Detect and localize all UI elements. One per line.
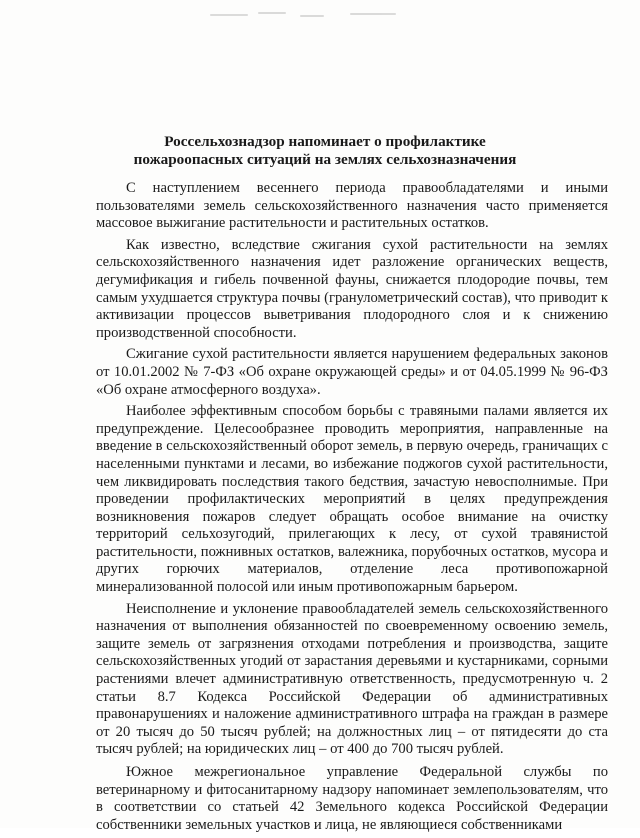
document-title: Россельхознадзор напоминает о профилактике пожароопасных ситуаций на землях сельхозназначения <box>133 133 517 168</box>
paragraph-6: Южное межрегиональное управление Федеральной службы по ветеринарному и фитосанитарному надзору напоминает землепользователям, что в соответствии со статьей 42 Земельного кодекса Российской Федерации собственники земельных участков и лица, не являющиеся собственниками <box>96 764 608 833</box>
paragraph-2: Как известно, вследствие сжигания сухой растительности на землях сельскохозяйственного назначения идет разложение органических веществ, дегумификация и гибель почвенной фауны, снижается плодородие почвы, тем самым ухудшается структура почвы (гранулометрический состав), что приводит к активизации процессов выветривания плодородного слоя и к снижению производственной способности. <box>96 236 609 341</box>
paragraph-1: С наступлением весеннего периода правообладателями и иными пользователями земель сельскохозяйственного назначения часто применяется массовое выжигание растительности и растительных остатков. <box>96 180 608 232</box>
paragraph-3: Сжигание сухой растительности является нарушением федеральных законов от 10.01.2002 № 7-ФЗ «Об охране окружающей среды» и от 04.05.1999 № 96-ФЗ «Об охране атмосферного воздуха». <box>96 346 608 398</box>
paragraph-4: Наиболее эффективным способом борьбы с травяными палами является их предупреждение. Целесообразнее проводить мероприятия, направленные на введение в сельскохозяйственный оборот земель, в первую очередь, граничащих с населенными пунктами и лесами, во избежание поджогов сухой растительности, чем ликвидировать последствия такого бедствия, зачастую невосполнимые. При проведении профилактических мероприятий в целях предупреждения возникновения пожаров следует обращать особое внимание на очистку территорий сельхозугодий, прилегающих к лесу, от сухой травянистой растительности, пожнивных остатков, валежника, порубочных остатков, мусора и других горючих материалов, отделение леса противопожарной минерализованной полосой или иным противопожарным барьером. <box>96 403 608 596</box>
document-body <box>96 180 608 838</box>
paragraph-5: Неисполнение и уклонение правообладателей земель сельскохозяйственного назначения от выполнения обязанностей по своевременному освоению земель, защите земель от загрязнения отходами потребления и производства, защите сельскохозяйственных угодий от зарастания деревьями и кустарниками, сорными растениями влечет административную ответственность, предусмотренную ч. 2 статьи 8.7 Кодекса Российской Федерации об административных правонарушениях и наложение административного штрафа на граждан в размере от 20 тысяч до 50 тысяч рублей; на должностных лиц – от пятидесяти до ста тысяч рублей; на юридических лиц – от 400 до 700 тысяч рублей. <box>96 600 608 758</box>
scan-header-mark <box>210 8 420 22</box>
